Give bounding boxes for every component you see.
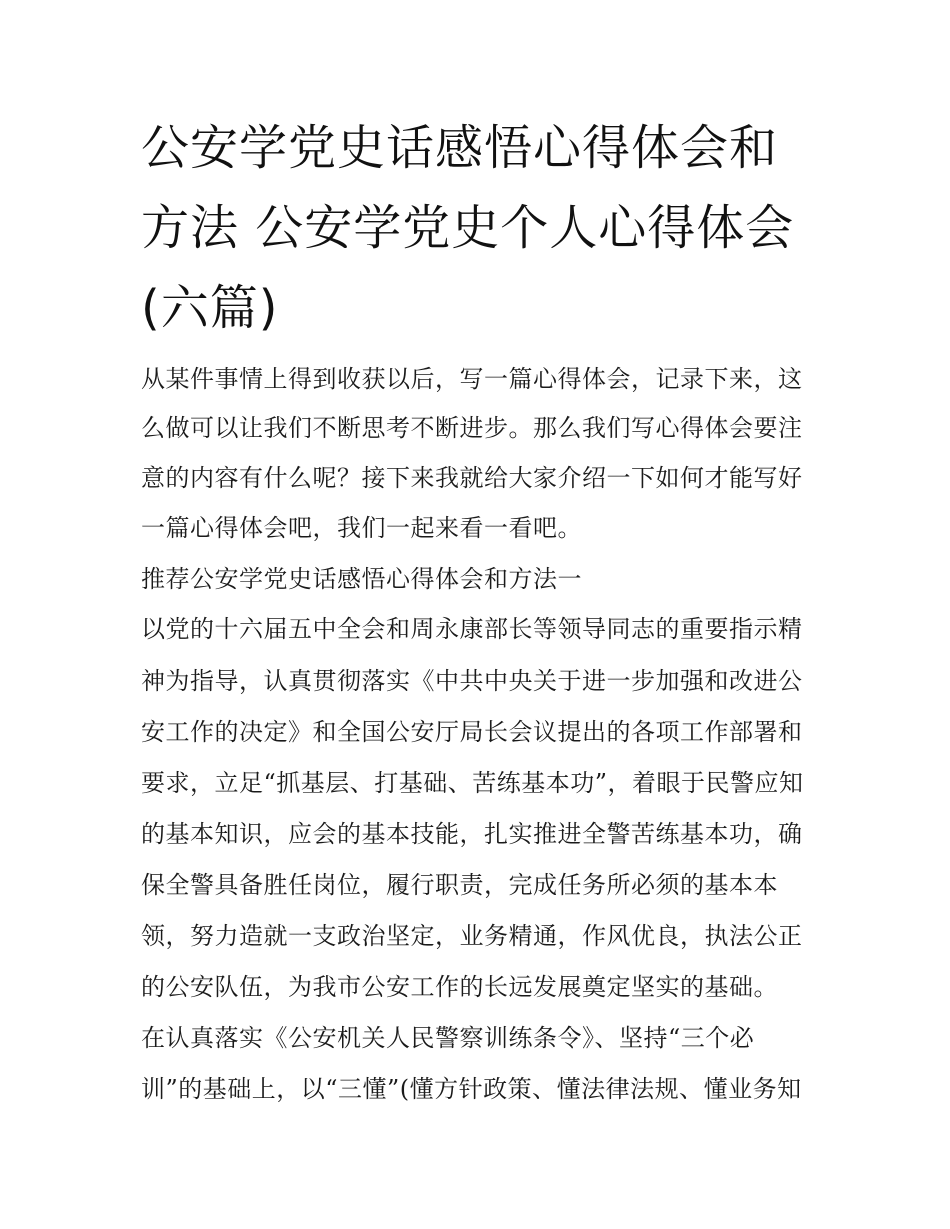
- body-line-12: 领，努力造就一支政治坚定，业务精通，作风优良，执法公正: [141, 922, 803, 950]
- title-line-3: (六篇): [141, 280, 279, 336]
- body-line-3: 意的内容有什么呢？接下来我就给大家介绍一下如何才能写好: [141, 464, 803, 492]
- body-line-10: 的基本知识，应会的基本技能，扎实推进全警苦练基本功，确: [141, 820, 803, 848]
- title-line-2: 方法 公安学党史个人心得体会: [141, 200, 795, 256]
- body-line-1: 从某件事情上得到收获以后，写一篇心得体会，记录下来，这: [141, 365, 803, 393]
- body-line-13: 的公安队伍，为我市公安工作的长远发展奠定坚实的基础。: [141, 973, 778, 1001]
- document-title: [141, 108, 821, 348]
- body-line-15: 训”的基础上，以“三懂”(懂方针政策、懂法律法规、懂业务知: [141, 1075, 802, 1103]
- title-line-1: 公安学党史话感悟心得体会和: [141, 120, 779, 176]
- body-line-11: 保全警具备胜任岗位，履行职责，完成任务所必须的基本本: [141, 871, 778, 899]
- body-line-7: 神为指导，认真贯彻落实《中共中央关于进一步加强和改进公: [141, 667, 803, 695]
- body-line-9: 要求，立足“抓基层、打基础、苦练基本功”，着眼于民警应知: [141, 769, 804, 797]
- body-line-14: 在认真落实《公安机关人民警察训练条令》、坚持“三个必: [141, 1024, 755, 1052]
- section-heading: 推荐公安学党史话感悟心得体会和方法一: [141, 565, 582, 593]
- body-line-4: 一篇心得体会吧，我们一起来看一看吧。: [141, 514, 582, 542]
- body-line-8: 安工作的决定》和全国公安厅局长会议提出的各项工作部署和: [141, 718, 803, 746]
- body-line-6: 以党的十六届五中全会和周永康部长等领导同志的重要指示精: [141, 615, 803, 643]
- body-line-2: 么做可以让我们不断思考不断进步。那么我们写心得体会要注: [141, 414, 803, 442]
